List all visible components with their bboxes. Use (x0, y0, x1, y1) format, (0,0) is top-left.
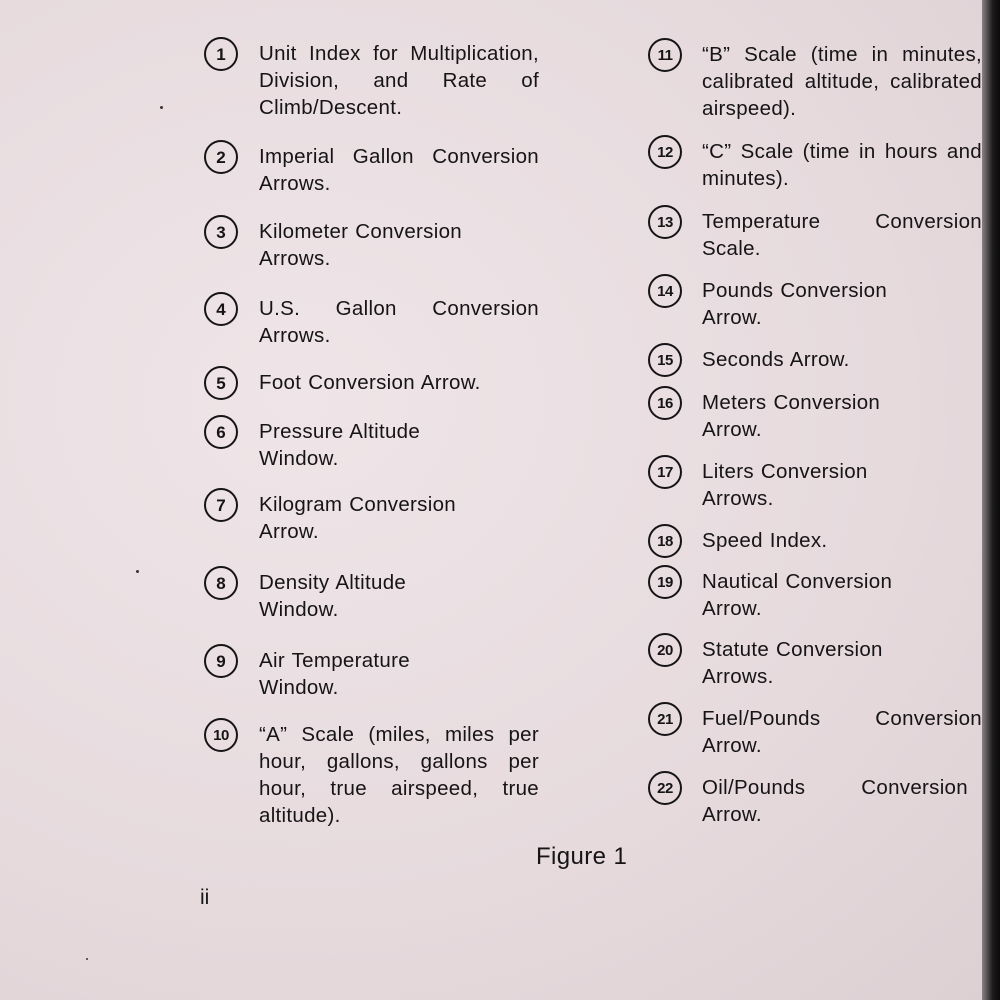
page-number: ii (200, 886, 210, 909)
legend-item-6 (204, 418, 469, 472)
legend-item-14 (648, 277, 942, 331)
legend-item-text: Pressure Altitude Window. (259, 420, 421, 470)
legend-item-7 (204, 491, 509, 545)
legend-item-text: Speed Index. (702, 529, 828, 552)
legend-item-text: “C” Scale (time in hours and minutes). (702, 140, 982, 190)
legend-item-17 (648, 458, 922, 512)
legend-item-12 (648, 138, 982, 192)
legend-item-text: Foot Conversion Arrow. (259, 371, 481, 394)
number-badge: 12 (648, 135, 682, 169)
legend-item-text: Density Altitude Window. (259, 571, 407, 621)
number-badge: 17 (648, 455, 682, 489)
legend-item-9 (204, 647, 459, 701)
number-badge: 20 (648, 633, 682, 667)
figure-caption: Figure 1 (536, 843, 628, 870)
legend-item-text: Air Temperature Window. (259, 649, 410, 699)
legend-item-22 (648, 774, 982, 828)
legend-item-text: U.S. Gallon Conversion Arrows. (259, 297, 539, 347)
legend-item-1 (204, 40, 539, 121)
legend-item-text: Liters Conversion Arrows. (702, 460, 868, 510)
legend-item-text: “B” Scale (time in minutes, calibrated altitude, calibrated airspeed). (702, 43, 982, 120)
number-badge: 18 (648, 524, 682, 558)
number-badge: 22 (648, 771, 682, 805)
legend-item-text: Pounds Conversion Arrow. (702, 279, 888, 329)
legend-item-text: Fuel/Pounds Conversion Arrow. (702, 707, 982, 757)
legend-item-text: Kilometer Conversion Arrows. (259, 220, 462, 270)
legend-item-text: Statute Conversion Arrows. (702, 638, 883, 688)
legend-item-16 (648, 389, 932, 443)
number-badge: 9 (204, 644, 238, 678)
number-badge: 6 (204, 415, 238, 449)
paper-speck (160, 106, 163, 109)
legend-item-text: Imperial Gallon Conversion Arrows. (259, 145, 539, 195)
number-badge: 14 (648, 274, 682, 308)
number-badge: 7 (204, 488, 238, 522)
number-badge: 11 (648, 38, 682, 72)
number-badge: 15 (648, 343, 682, 377)
legend-item-3 (204, 218, 509, 272)
number-badge: 8 (204, 566, 238, 600)
number-badge: 2 (204, 140, 238, 174)
legend-item-5 (204, 369, 549, 400)
number-badge: 10 (204, 718, 238, 752)
legend-item-4 (204, 295, 539, 349)
legend-item-21 (648, 705, 982, 759)
number-badge: 3 (204, 215, 238, 249)
number-badge: 5 (204, 366, 238, 400)
number-badge: 16 (648, 386, 682, 420)
number-badge: 13 (648, 205, 682, 239)
book-spine-shadow (982, 0, 1000, 1000)
legend-item-text: Meters Conversion Arrow. (702, 391, 881, 441)
legend-item-text: “A” Scale (miles, miles per hour, gallons, gallons per hour, true airspeed, true altitude). (259, 723, 539, 827)
legend-item-text: Oil/Pounds Conversion Arrow. (702, 776, 968, 826)
number-badge: 1 (204, 37, 238, 71)
legend-item-13 (648, 208, 982, 262)
legend-item-11 (648, 41, 982, 122)
legend-item-text: Unit Index for Multiplication, Division, and Rate of Climb/Descent. (259, 42, 539, 119)
paper-speck (136, 570, 139, 573)
legend-item-text: Nautical Conversion Arrow. (702, 570, 893, 620)
number-badge: 21 (648, 702, 682, 736)
legend-item-2 (204, 143, 539, 197)
legend-item-20 (648, 636, 932, 690)
number-badge: 4 (204, 292, 238, 326)
legend-item-19 (648, 568, 942, 622)
paper-speck (86, 958, 88, 960)
legend-item-text: Seconds Arrow. (702, 348, 850, 371)
legend-item-18 (648, 527, 952, 558)
legend-item-15 (648, 346, 952, 377)
number-badge: 19 (648, 565, 682, 599)
legend-item-text: Temperature Conversion Scale. (702, 210, 982, 260)
legend-item-10 (204, 721, 539, 829)
legend-item-8 (204, 569, 459, 623)
legend-item-text: Kilogram Conversion Arrow. (259, 493, 456, 543)
